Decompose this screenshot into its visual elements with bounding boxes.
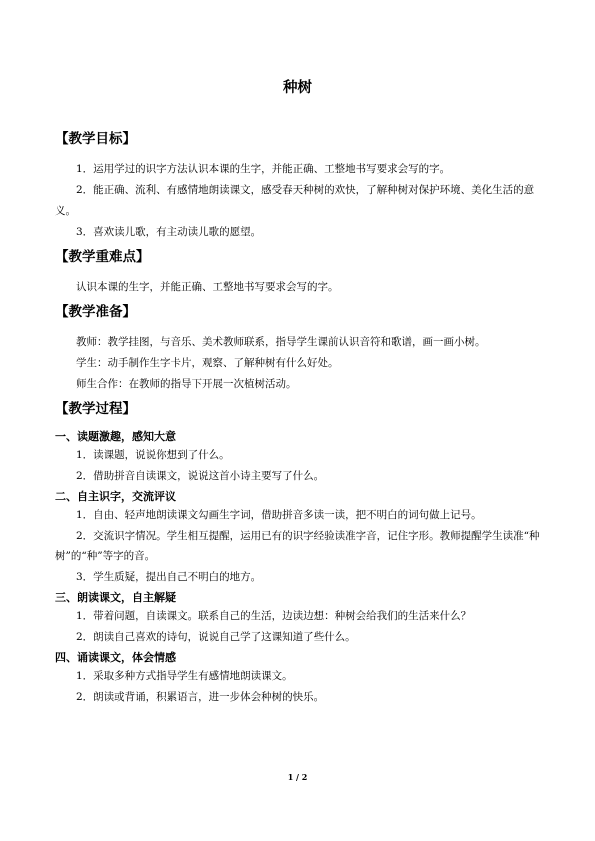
step-item: 1．带着问题，自读课文。联系自己的生活，边读边想：种树会给我们的生活来什么？ <box>76 610 472 622</box>
goal-item: 2．能正确、流利、有感情地朗读课文，感受春天种树的欢快，了解种树对保护环境、美化生活的意义。 <box>55 184 535 217</box>
step-item: 2．借助拼音自读课文，说说这首小诗主要写了什么。 <box>76 469 325 482</box>
section-heading-goals: 【教学目标】 <box>55 131 136 147</box>
section-preparation <box>55 303 543 395</box>
preparation-item: 师生合作：在教师的指导下开展一次植树活动。 <box>76 378 297 390</box>
preparation-item: 学生：动手制作生字卡片，观察、了解种树有什么好处。 <box>76 357 339 369</box>
step-item: 1．自由、轻声地朗读课文勾画生字词，借助拼音多读一读，把不明白的词句做上记号。 <box>76 509 482 521</box>
step-item: 2．朗读自己喜欢的诗句，说说自己学了这课知道了些什么。 <box>76 630 356 643</box>
section-goals <box>55 130 543 243</box>
process-step-3 <box>55 589 543 647</box>
process-step-4 <box>55 649 543 707</box>
process-step-1 <box>55 428 543 486</box>
section-key-points <box>55 248 543 298</box>
section-heading-preparation: 【教学准备】 <box>55 304 136 320</box>
document-title: 种树 <box>283 80 312 96</box>
section-process <box>55 400 543 707</box>
step-item: 2．朗读或背诵，积累语言，进一步体会种树的快乐。 <box>76 690 325 703</box>
preparation-item: 教师：教学挂图，与音乐、美术教师联系，指导学生课前认识音符和歌谱，画一画小树。 <box>76 336 486 348</box>
process-step-2 <box>55 488 543 587</box>
goal-item: 1．运用学过的识字方法认识本课的生字，并能正确、工整地书写要求会写的字。 <box>76 163 451 175</box>
step-item: 1．采取多种方式指导学生有感情地朗读课文。 <box>76 670 293 682</box>
page-number: 1 / 2 <box>287 772 308 782</box>
step-heading: 四、诵读课文，体会情感 <box>55 651 176 664</box>
section-heading-key-points: 【教学重难点】 <box>55 249 150 265</box>
document-body <box>55 130 543 707</box>
step-item: 3．学生质疑，提出自己不明白的地方。 <box>76 570 262 583</box>
goal-item: 3．喜欢读儿歌，有主动读儿歌的愿望。 <box>76 226 262 238</box>
step-item: 2．交流识字情况。学生相互提醒，运用已有的识字经验读准字音，记住字形。教师提醒学生读准“种树”的“种”等字的音。 <box>55 529 540 562</box>
step-heading: 三、朗读课文，自主解疑 <box>55 591 176 604</box>
section-heading-process: 【教学过程】 <box>55 401 136 417</box>
step-heading: 一、读题激趣，感知大意 <box>55 430 176 443</box>
key-point-item: 认识本课的生字，并能正确、工整地书写要求会写的字。 <box>76 281 339 293</box>
step-heading: 二、自主识字，交流评议 <box>55 490 176 503</box>
step-item: 1．读课题，说说你想到了什么。 <box>76 449 230 461</box>
